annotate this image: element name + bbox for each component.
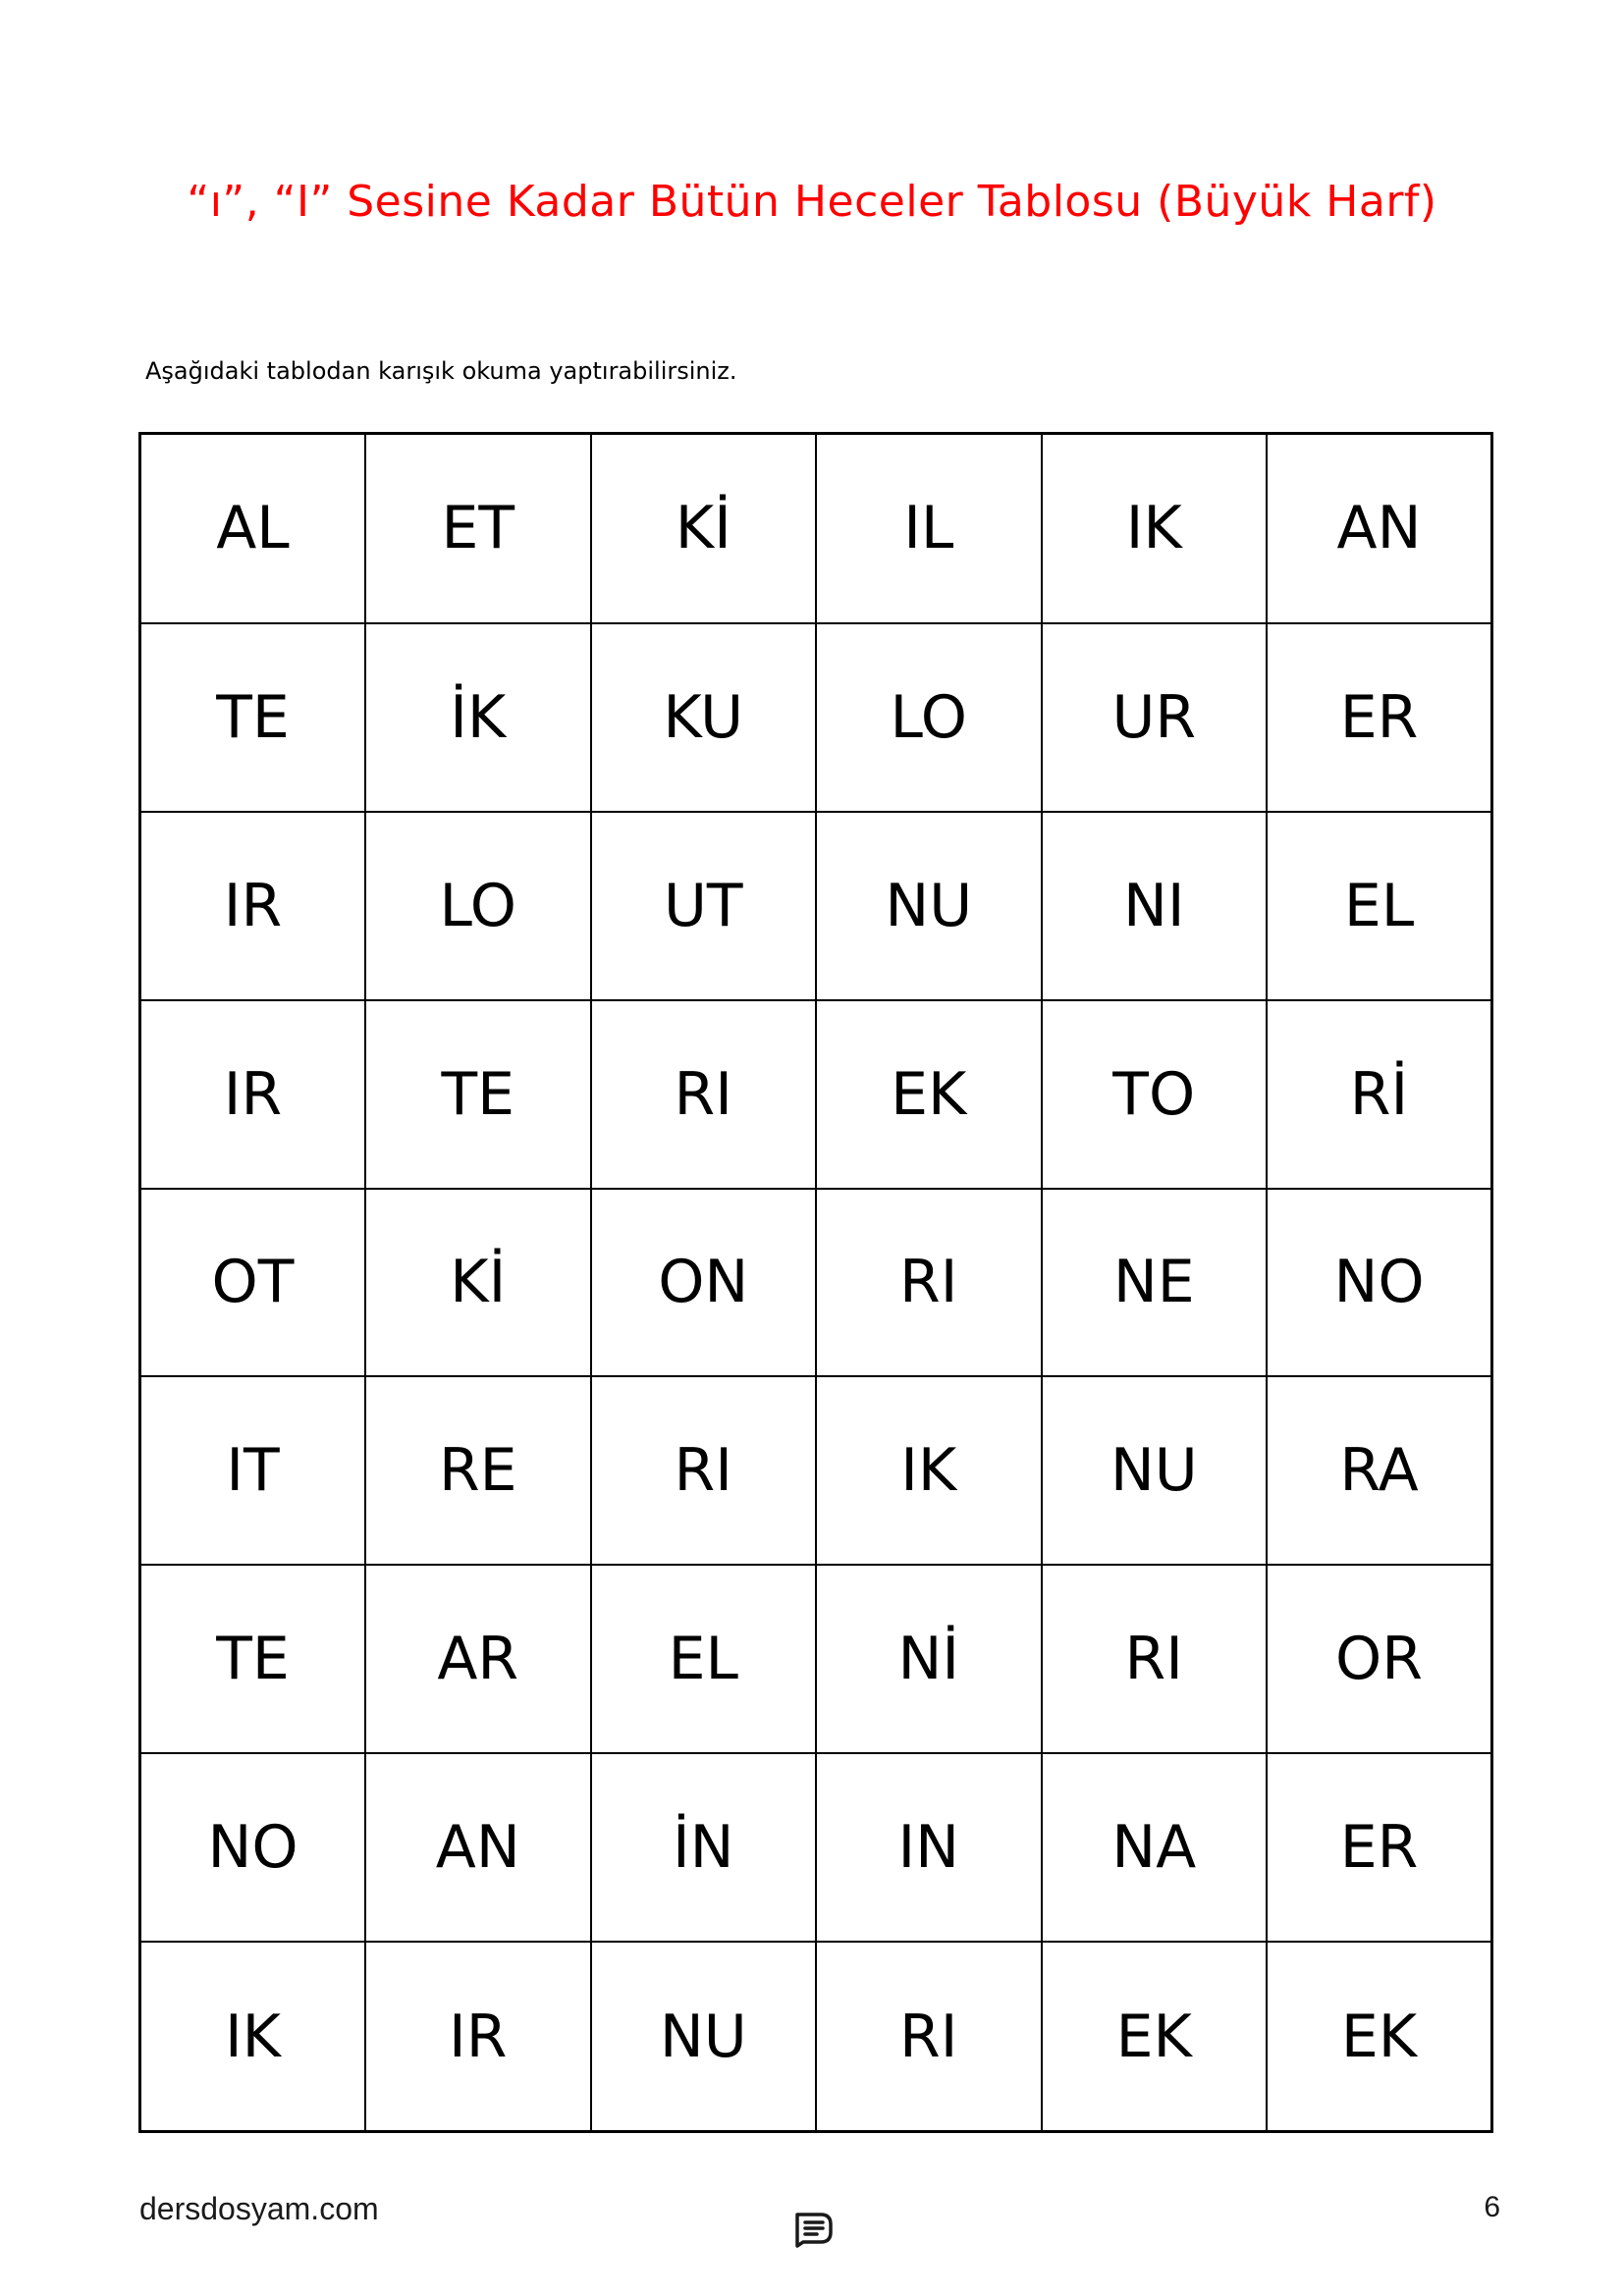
syllable-cell: İN [591,1753,817,1942]
syllable-cell: IN [816,1753,1042,1942]
syllable-cell: Rİ [1267,1000,1492,1189]
syllable-cell: IK [140,1942,366,2131]
syllable-cell: UT [591,812,817,1000]
syllable-cell: OR [1267,1565,1492,1753]
syllable-cell: RI [591,1000,817,1189]
syllable-cell: AN [365,1753,591,1942]
syllable-cell: TE [365,1000,591,1189]
syllable-cell: IK [1042,434,1268,623]
syllable-cell: Kİ [591,434,817,623]
table-row [140,812,1492,1000]
page-number: 6 [1484,2191,1500,2223]
syllable-cell: KU [591,623,817,812]
syllable-cell: LO [816,623,1042,812]
table-row [140,1000,1492,1189]
syllable-cell: EL [1267,812,1492,1000]
syllable-cell: LO [365,812,591,1000]
syllable-cell: EK [1267,1942,1492,2131]
syllable-cell: IR [365,1942,591,2131]
syllable-cell: RA [1267,1376,1492,1565]
syllable-cell: TO [1042,1000,1268,1189]
instruction-text: Aşağıdaki tablodan karışık okuma yaptırabilirsiniz. [145,357,737,385]
syllable-cell: EK [816,1000,1042,1189]
syllable-cell: UR [1042,623,1268,812]
syllable-cell: TE [140,1565,366,1753]
syllable-cell: EK [1042,1942,1268,2131]
syllable-cell: NO [1267,1189,1492,1377]
footer-site-name: dersdosyam.com [139,2191,379,2226]
table-row [140,1942,1492,2131]
syllable-cell: IL [816,434,1042,623]
syllable-cell: AL [140,434,366,623]
table-row [140,1189,1492,1377]
syllable-cell: RI [816,1942,1042,2131]
syllable-cell: RI [1042,1565,1268,1753]
syllable-cell: AN [1267,434,1492,623]
syllable-cell: Nİ [816,1565,1042,1753]
syllable-cell: NU [1042,1376,1268,1565]
syllable-cell: ER [1267,1753,1492,1942]
syllable-cell: NE [1042,1189,1268,1377]
syllable-cell: NU [816,812,1042,1000]
table-row [140,434,1492,623]
table-row [140,1376,1492,1565]
syllable-cell: OT [140,1189,366,1377]
syllable-cell: NA [1042,1753,1268,1942]
syllable-cell: IR [140,1000,366,1189]
syllable-cell: IK [816,1376,1042,1565]
syllable-cell: NO [140,1753,366,1942]
page-title: “ı”, “I” Sesine Kadar Bütün Heceler Tablosu (Büyük Harf) [187,177,1437,227]
syllable-cell: IR [140,812,366,1000]
table-row [140,623,1492,812]
table-row [140,1565,1492,1753]
syllable-cell: NI [1042,812,1268,1000]
syllable-cell: TE [140,623,366,812]
syllable-cell: EL [591,1565,817,1753]
syllable-cell: ON [591,1189,817,1377]
document-logo-icon [793,2209,837,2248]
syllable-cell: AR [365,1565,591,1753]
syllable-cell: Kİ [365,1189,591,1377]
syllable-cell: NU [591,1942,817,2131]
syllable-cell: RE [365,1376,591,1565]
syllable-cell: IT [140,1376,366,1565]
syllable-table [138,432,1493,2133]
syllable-cell: RI [816,1189,1042,1377]
syllable-cell: İK [365,623,591,812]
table-row [140,1753,1492,1942]
syllable-cell: ET [365,434,591,623]
syllable-cell: RI [591,1376,817,1565]
syllable-cell: ER [1267,623,1492,812]
